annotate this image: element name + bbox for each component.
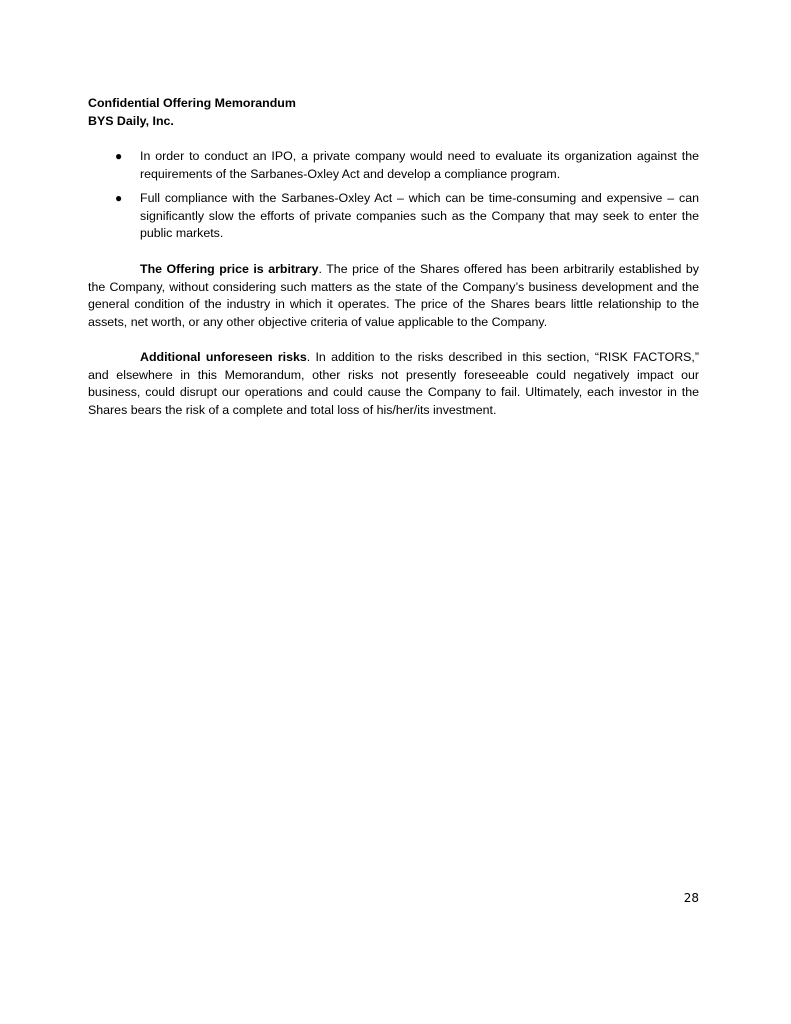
bullet-text: Full compliance with the Sarbanes-Oxley Act – which can be time-consuming and expensive – can significantly slow the efforts of private companies such as the Company that may seek to enter the public markets. [140, 191, 699, 240]
bullet-icon: ● [115, 191, 123, 205]
paragraph-body: . The price of the Shares offered has been arbitrarily established by the Company, without considering such matters as the state of the Company’s business development and the general condition of the industry in which it operates. The price of the Shares bears little relationship to the assets, net worth, or any other objective criteria of value applicable to the Company. [88, 262, 699, 329]
list-item [88, 148, 699, 183]
list-item [88, 190, 699, 243]
paragraph-heading: Additional unforeseen risks [140, 350, 307, 364]
document-header [88, 94, 700, 130]
page-number: 28 [683, 891, 699, 905]
company-name: BYS Daily, Inc. [88, 114, 174, 128]
bullet-text: In order to conduct an IPO, a private company would need to evaluate its organization against the requirements of the Sarbanes-Oxley Act and develop a compliance program. [140, 149, 699, 181]
paragraph-body: . In addition to the risks described in this section, “RISK FACTORS,” and elsewhere in this Memorandum, other risks not presently foreseeable could negatively impact our business, could disrupt our operations and could cause the Company to fail. Ultimately, each investor in the Shares bears the risk of a complete and total loss of his/her/its investment. [88, 350, 699, 417]
paragraph-unforeseen-risks [88, 349, 699, 419]
paragraph-offering-price [88, 261, 699, 331]
bullet-icon: ● [115, 149, 123, 163]
bullet-list [88, 148, 699, 250]
paragraph-heading: The Offering price is arbitrary [140, 262, 319, 276]
document-title: Confidential Offering Memorandum [88, 96, 296, 110]
